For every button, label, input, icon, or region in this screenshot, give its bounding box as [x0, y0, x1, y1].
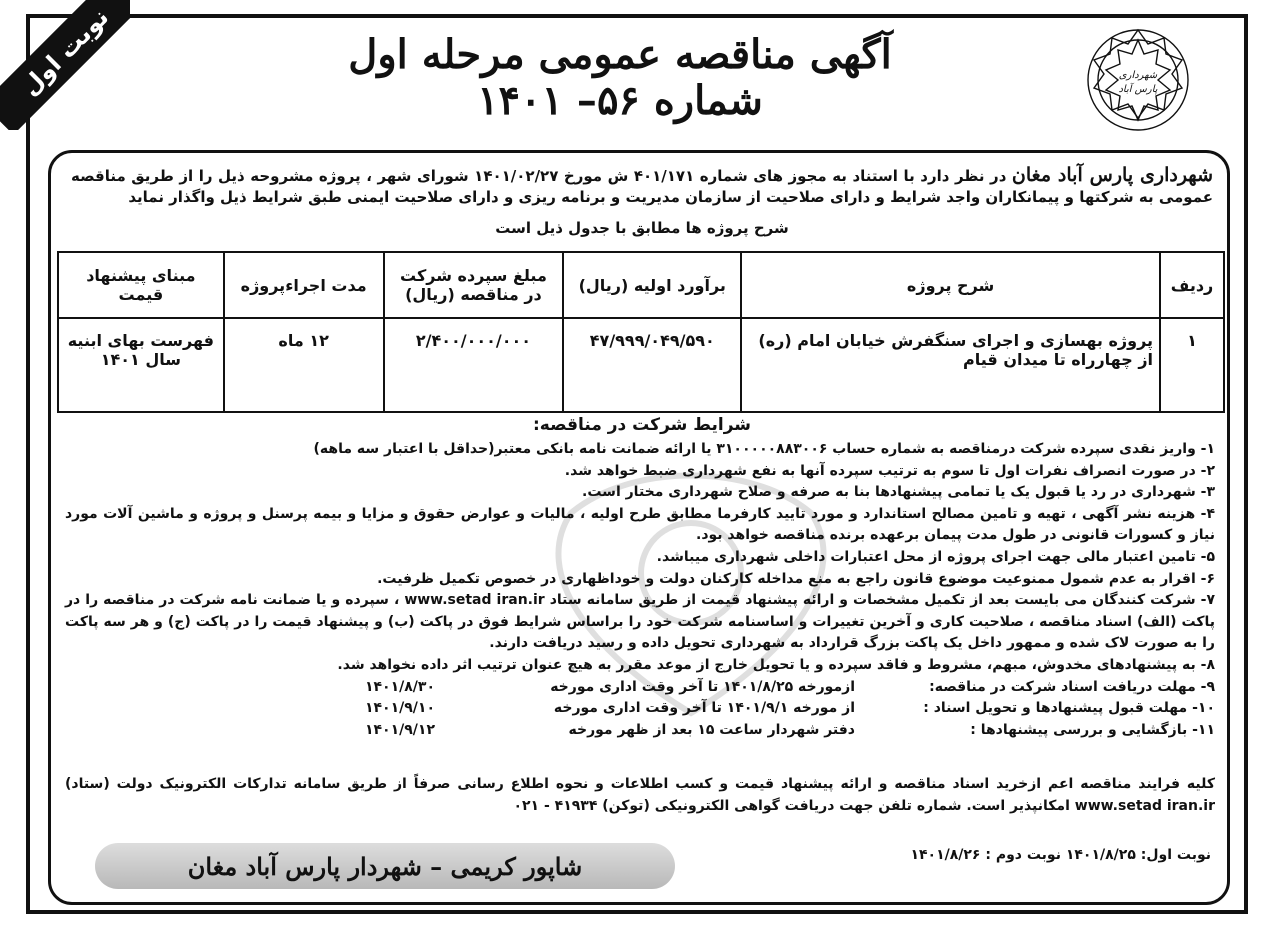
table-header-row — [58, 252, 1224, 318]
header-duration: مدت اجراءپروژه — [224, 252, 384, 318]
first-turn-badge-wrap — [0, 0, 130, 130]
deadline-label: ۱۰- مهلت قبول پیشنهادها و تحویل اسناد : — [923, 700, 1215, 717]
mayor-signature-box: شاپور کریمی – شهردار پارس آباد مغان — [95, 843, 675, 889]
condition-item: ۵- تامین اعتبار مالی جهت اجرای پروژه از محل اعتبارات داخلی شهرداری میباشد. — [656, 548, 1215, 565]
title-line-1: آگهی مناقصه عمومی مرحله اول — [348, 31, 892, 78]
intro-paragraph — [71, 165, 1213, 208]
deadline-date: ۱۴۰۱/۸/۳۰ — [364, 678, 435, 695]
conditions-title: شرایط شرکت در مناقصه: — [533, 415, 751, 435]
deadline-range: از مورخه ۱۴۰۱/۹/۱ تا آخر وقت اداری مورخه — [553, 700, 855, 717]
deadline-row — [65, 698, 1215, 720]
condition-item: ۲- در صورت انصراف نفرات اول تا سوم به ترتیب سپرده آنها به نفع شهرداری ضبط خواهد شد. — [564, 462, 1215, 479]
condition-item: ۳- شهرداری در رد یا قبول یک یا تمامی پیشنهادها بنا به صرفه و صلاح شهرداری مختار است. — [582, 484, 1215, 501]
deadline-label: ۹- مهلت دریافت اسناد شرکت در مناقصه: — [929, 678, 1215, 695]
svg-text:پارس آباد: پارس آباد — [1118, 84, 1158, 95]
deadline-date: ۱۴۰۱/۹/۱۰ — [364, 700, 435, 717]
svg-text:شهرداری: شهرداری — [1118, 70, 1158, 81]
municipality-logo — [1084, 26, 1192, 134]
header-description: شرح پروژه — [741, 252, 1160, 318]
cell-price-basis: فهرست بهای ابنیه سال ۱۴۰۱ — [58, 318, 224, 412]
intro-text: در نظر دارد با استناد به مجوز های شماره ۴۰۱/۱۷۱ ش مورخ ۱۴۰۱/۰۲/۲۷ شورای شهر ، پروژه مشروحه ذیل را از طریق مناقصه عمومی به شرکتها و پیمانکاران واجد شرایط و دارای صلاحیت از سازمان مدیریت و برنامه ریزی و دارای صلاحیت ایمنی طبق شرایط ذیل واگذار نماید — [71, 167, 1213, 206]
conditions-list — [65, 439, 1215, 741]
cell-estimate: ۴۷/۹۹۹/۰۴۹/۵۹۰ — [563, 318, 741, 412]
deadline-row — [65, 720, 1215, 742]
notice-title — [300, 32, 940, 124]
title-line-2: شماره ۵۶– ۱۴۰۱ — [477, 77, 763, 124]
cell-row-number: ۱ — [1160, 318, 1224, 412]
organization-name: شهرداری پارس آباد مغان — [1011, 164, 1213, 186]
content-box — [48, 150, 1230, 905]
deadline-label: ۱۱- بازگشایی و بررسی پیشنهادها : — [970, 721, 1215, 738]
cell-deposit: ۲/۴۰۰/۰۰۰/۰۰۰ — [384, 318, 564, 412]
projects-subheading: شرح پروژه ها مطابق با جدول ذیل است — [495, 219, 789, 237]
deadline-row — [65, 677, 1215, 699]
first-turn-badge: نوبت اول — [0, 0, 130, 130]
condition-item: ۶- اقرار به عدم شمول ممنوعیت موضوع قانون راجع به منع مداخله کارکنان دولت و خوداظهاری در خصوص تکمیل ظرفیت. — [377, 570, 1215, 587]
condition-item: ۱- واریز نقدی سپرده شرکت درمناقصه به شماره حساب ۳۱۰۰۰۰۰۸۸۳۰۰۶ یا ارائه ضمانت نامه بانکی معتبر(حداقل با اعتبار سه ماهه) — [313, 441, 1215, 457]
header-price-basis: مبنای پیشنهاد قیمت — [58, 252, 224, 318]
deadline-range: ازمورخه ۱۴۰۱/۸/۲۵ تا آخر وقت اداری مورخه — [550, 678, 855, 695]
header-estimate: برآورد اولیه (ریال) — [563, 252, 741, 318]
condition-item: ۸- به پیشنهادهای مخدوش، مبهم، مشروط و فاقد سپرده و یا تحویل خارج از موعد مقرر به هیچ عنوان ترتیب اثر داده نخواهد شد. — [337, 656, 1215, 673]
cell-duration: ۱۲ ماه — [224, 318, 384, 412]
condition-item: ۴- هزینه نشر آگهی ، تهیه و تامین مصالح استاندارد و مورد تایید کارفرما مطابق طرح اولیه ، مالیات و عوارض حقوق و مزایا و بیمه پرسنل و پروژه و ماشین آلات مورد نیاز و کسورات قانونی در طول مدت پیمان برعهده برنده مناقصه خواهد بود. — [65, 505, 1215, 544]
publication-turns: نوبت اول: ۱۴۰۱/۸/۲۵ نوبت دوم : ۱۴۰۱/۸/۲۶ — [910, 847, 1211, 863]
deadline-range: دفتر شهردار ساعت ۱۵ بعد از ظهر مورخه — [568, 721, 855, 738]
header-deposit: مبلغ سپرده شرکت در مناقصه (ریال) — [384, 252, 564, 318]
condition-item: ۷- شرکت کنندگان می بایست بعد از تکمیل مشخصات و ارائه پیشنهاد قیمت از طریق سامانه ستاد www.setad iran.ir ، سپرده و یا ضمانت نامه شرکت در مناقصه را در پاکت (الف) اسناد مناقصه ، صلاحیت کاری و آخرین تغییرات و اساسنامه شرکت خود را براساس شرایط فوق در پاکت (ب) و پیشنهاد قیمت را در پاکت (ج) و هر سه پاکت را به صورت لاک شده و ممهور داخل یک پاکت بزرگ قرارداد به شهرداری تحویل داده و رسید دریافت دارند. — [65, 592, 1215, 652]
table-row — [58, 318, 1224, 412]
procurement-note: کلیه فرایند مناقصه اعم ازخرید اسناد مناقصه و ارائه پیشنهاد قیمت و کسب اطلاعات و نحوه اطلاع رسانی صرفاً از طریق سامانه تدارکات الکترونیک دولت (ستاد) www.setad iran.ir امکانپذیر است. شماره تلفن جهت دریافت گواهی الکترونیکی (توکن) ۴۱۹۳۴ - ۰۲۱ — [65, 776, 1215, 814]
deadline-date: ۱۴۰۱/۹/۱۲ — [364, 721, 435, 738]
projects-table — [57, 251, 1225, 413]
header-row-number: ردیف — [1160, 252, 1224, 318]
cell-description: پروژه بهسازی و اجرای سنگفرش خیابان امام (ره) از چهارراه تا میدان قیام — [741, 318, 1160, 412]
